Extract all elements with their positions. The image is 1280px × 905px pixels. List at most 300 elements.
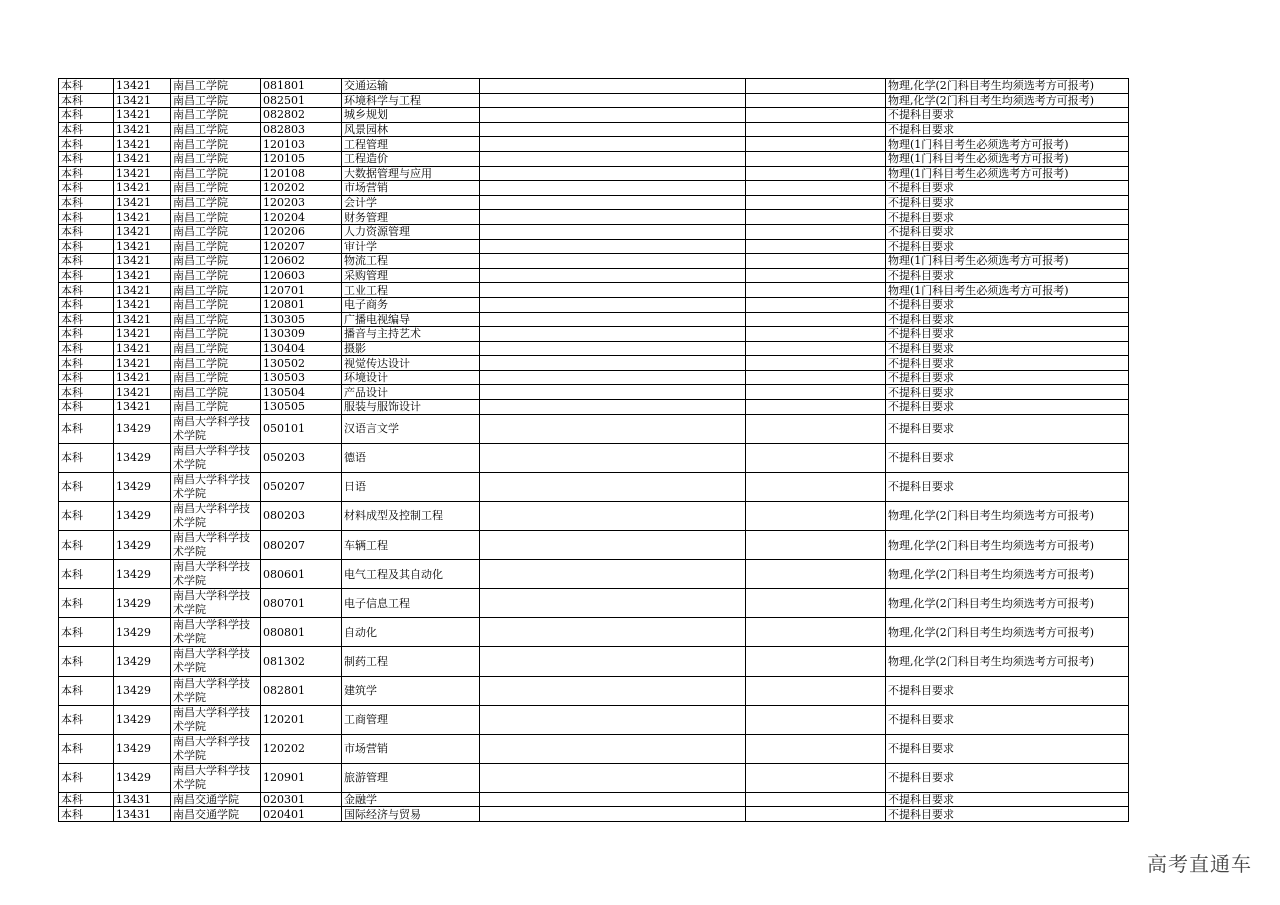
cell-level: 本科 [59,763,114,792]
cell-school-name: 南昌大学科学技术学院 [171,618,261,647]
cell-major-code: 050203 [261,443,342,472]
cell-school-name: 南昌交通学院 [171,792,261,807]
table-row [59,254,1129,269]
cell-major-name: 大数据管理与应用 [342,166,480,181]
cell-school-name: 南昌大学科学技术学院 [171,589,261,618]
cell-school-code: 13429 [114,676,171,705]
cell-subject-requirement: 不提科目要求 [886,327,1129,342]
cell-blank-1 [480,414,746,443]
cell-subject-requirement: 物理,化学(2门科目考生均须选考方可报考) [886,531,1129,560]
cell-subject-requirement: 不提科目要求 [886,210,1129,225]
cell-school-code: 13429 [114,414,171,443]
table-row [59,108,1129,123]
cell-major-name: 工程管理 [342,137,480,152]
cell-blank-2 [746,341,886,356]
table-row [59,472,1129,501]
cell-major-name: 材料成型及控制工程 [342,501,480,530]
cell-blank-2 [746,501,886,530]
cell-major-name: 国际经济与贸易 [342,807,480,822]
cell-subject-requirement: 不提科目要求 [886,734,1129,763]
cell-major-name: 电气工程及其自动化 [342,560,480,589]
table-row [59,312,1129,327]
cell-level: 本科 [59,327,114,342]
admission-requirements-table [58,78,1129,822]
cell-major-name: 采购管理 [342,268,480,283]
cell-school-name: 南昌交通学院 [171,807,261,822]
cell-major-code: 130504 [261,385,342,400]
cell-school-name: 南昌大学科学技术学院 [171,560,261,589]
cell-major-code: 120203 [261,195,342,210]
cell-school-code: 13429 [114,443,171,472]
cell-blank-1 [480,647,746,676]
cell-blank-1 [480,618,746,647]
cell-major-code: 080203 [261,501,342,530]
cell-blank-1 [480,589,746,618]
cell-major-code: 082801 [261,676,342,705]
cell-school-code: 13421 [114,210,171,225]
cell-major-code: 080207 [261,531,342,560]
table-row [59,239,1129,254]
table-row [59,414,1129,443]
cell-school-code: 13421 [114,254,171,269]
cell-blank-2 [746,370,886,385]
cell-level: 本科 [59,676,114,705]
cell-school-code: 13429 [114,647,171,676]
cell-blank-2 [746,472,886,501]
cell-school-code: 13429 [114,618,171,647]
cell-blank-1 [480,356,746,371]
cell-major-code: 120206 [261,224,342,239]
cell-major-code: 080601 [261,560,342,589]
cell-subject-requirement: 不提科目要求 [886,676,1129,705]
cell-subject-requirement: 不提科目要求 [886,472,1129,501]
cell-blank-1 [480,93,746,108]
cell-blank-2 [746,400,886,415]
table-row [59,151,1129,166]
cell-major-code: 120105 [261,151,342,166]
cell-school-code: 13431 [114,807,171,822]
cell-major-code: 120108 [261,166,342,181]
table-row [59,79,1129,94]
cell-major-code: 082803 [261,122,342,137]
cell-level: 本科 [59,356,114,371]
cell-school-name: 南昌大学科学技术学院 [171,734,261,763]
cell-school-name: 南昌工学院 [171,327,261,342]
cell-school-name: 南昌工学院 [171,137,261,152]
table-row [59,166,1129,181]
cell-level: 本科 [59,79,114,94]
cell-subject-requirement: 不提科目要求 [886,807,1129,822]
table-row [59,443,1129,472]
cell-blank-2 [746,181,886,196]
cell-blank-2 [746,618,886,647]
cell-blank-2 [746,254,886,269]
cell-subject-requirement: 物理,化学(2门科目考生均须选考方可报考) [886,93,1129,108]
cell-school-name: 南昌工学院 [171,268,261,283]
cell-blank-2 [746,807,886,822]
cell-blank-2 [746,297,886,312]
cell-level: 本科 [59,108,114,123]
cell-school-name: 南昌大学科学技术学院 [171,676,261,705]
cell-subject-requirement: 物理,化学(2门科目考生均须选考方可报考) [886,79,1129,94]
cell-blank-1 [480,792,746,807]
cell-blank-1 [480,734,746,763]
cell-major-name: 车辆工程 [342,531,480,560]
cell-level: 本科 [59,181,114,196]
cell-school-name: 南昌工学院 [171,283,261,298]
table-row [59,283,1129,298]
cell-level: 本科 [59,705,114,734]
cell-subject-requirement: 物理,化学(2门科目考生均须选考方可报考) [886,560,1129,589]
cell-major-name: 自动化 [342,618,480,647]
cell-blank-1 [480,297,746,312]
cell-major-name: 市场营销 [342,181,480,196]
cell-major-name: 会计学 [342,195,480,210]
table-row [59,224,1129,239]
cell-major-name: 人力资源管理 [342,224,480,239]
cell-school-code: 13429 [114,589,171,618]
cell-level: 本科 [59,166,114,181]
table-row [59,807,1129,822]
cell-major-code: 130309 [261,327,342,342]
cell-major-code: 020301 [261,792,342,807]
cell-school-name: 南昌大学科学技术学院 [171,501,261,530]
cell-school-name: 南昌大学科学技术学院 [171,472,261,501]
cell-blank-2 [746,108,886,123]
table-row [59,297,1129,312]
cell-school-code: 13421 [114,239,171,254]
cell-school-code: 13421 [114,400,171,415]
cell-school-code: 13421 [114,327,171,342]
table-row [59,501,1129,530]
cell-subject-requirement: 物理(1门科目考生必须选考方可报考) [886,137,1129,152]
cell-level: 本科 [59,312,114,327]
cell-school-name: 南昌工学院 [171,151,261,166]
cell-blank-2 [746,327,886,342]
cell-school-name: 南昌大学科学技术学院 [171,763,261,792]
cell-school-code: 13429 [114,705,171,734]
cell-blank-2 [746,443,886,472]
cell-subject-requirement: 不提科目要求 [886,443,1129,472]
cell-blank-1 [480,763,746,792]
cell-major-code: 120602 [261,254,342,269]
cell-subject-requirement: 不提科目要求 [886,414,1129,443]
cell-major-code: 120901 [261,763,342,792]
cell-blank-2 [746,268,886,283]
cell-subject-requirement: 物理,化学(2门科目考生均须选考方可报考) [886,618,1129,647]
cell-major-name: 工商管理 [342,705,480,734]
cell-school-code: 13421 [114,108,171,123]
cell-blank-2 [746,195,886,210]
cell-school-code: 13429 [114,560,171,589]
cell-blank-1 [480,385,746,400]
cell-subject-requirement: 不提科目要求 [886,356,1129,371]
cell-major-name: 金融学 [342,792,480,807]
cell-major-name: 审计学 [342,239,480,254]
cell-subject-requirement: 不提科目要求 [886,400,1129,415]
cell-major-code: 130502 [261,356,342,371]
cell-blank-1 [480,108,746,123]
cell-major-code: 080701 [261,589,342,618]
cell-major-code: 130404 [261,341,342,356]
cell-major-code: 120202 [261,181,342,196]
table-row [59,268,1129,283]
cell-major-code: 120801 [261,297,342,312]
cell-blank-1 [480,676,746,705]
cell-level: 本科 [59,195,114,210]
cell-subject-requirement: 不提科目要求 [886,312,1129,327]
cell-school-code: 13421 [114,166,171,181]
cell-blank-2 [746,560,886,589]
cell-major-name: 摄影 [342,341,480,356]
cell-major-name: 财务管理 [342,210,480,225]
cell-blank-2 [746,166,886,181]
cell-school-code: 13421 [114,341,171,356]
cell-level: 本科 [59,239,114,254]
cell-blank-1 [480,254,746,269]
cell-level: 本科 [59,268,114,283]
cell-blank-1 [480,195,746,210]
cell-major-name: 产品设计 [342,385,480,400]
cell-blank-1 [480,807,746,822]
cell-school-code: 13429 [114,501,171,530]
cell-major-name: 环境科学与工程 [342,93,480,108]
cell-blank-2 [746,385,886,400]
table-row [59,400,1129,415]
table-row [59,531,1129,560]
cell-major-name: 电子信息工程 [342,589,480,618]
cell-level: 本科 [59,501,114,530]
cell-blank-2 [746,705,886,734]
table-row [59,618,1129,647]
cell-blank-1 [480,531,746,560]
cell-level: 本科 [59,531,114,560]
cell-major-code: 082501 [261,93,342,108]
table-row [59,792,1129,807]
cell-blank-2 [746,676,886,705]
cell-subject-requirement: 不提科目要求 [886,370,1129,385]
cell-school-name: 南昌工学院 [171,239,261,254]
table-row [59,93,1129,108]
cell-school-name: 南昌大学科学技术学院 [171,443,261,472]
cell-blank-1 [480,341,746,356]
table-row [59,122,1129,137]
cell-school-code: 13429 [114,763,171,792]
cell-school-name: 南昌工学院 [171,108,261,123]
cell-major-name: 视觉传达设计 [342,356,480,371]
cell-major-code: 120202 [261,734,342,763]
cell-blank-1 [480,268,746,283]
cell-major-name: 广播电视编导 [342,312,480,327]
cell-school-code: 13421 [114,79,171,94]
cell-level: 本科 [59,122,114,137]
cell-school-code: 13429 [114,472,171,501]
cell-level: 本科 [59,807,114,822]
cell-major-name: 城乡规划 [342,108,480,123]
watermark-text: 高考直通车 [1147,852,1252,876]
cell-subject-requirement: 不提科目要求 [886,122,1129,137]
cell-subject-requirement: 不提科目要求 [886,224,1129,239]
cell-major-name: 交通运输 [342,79,480,94]
cell-major-name: 建筑学 [342,676,480,705]
cell-blank-2 [746,312,886,327]
cell-school-name: 南昌工学院 [171,341,261,356]
cell-school-name: 南昌工学院 [171,93,261,108]
cell-level: 本科 [59,385,114,400]
cell-subject-requirement: 不提科目要求 [886,195,1129,210]
cell-blank-2 [746,589,886,618]
table-row [59,327,1129,342]
table-row [59,181,1129,196]
cell-school-name: 南昌工学院 [171,385,261,400]
cell-blank-1 [480,400,746,415]
cell-subject-requirement: 物理,化学(2门科目考生均须选考方可报考) [886,501,1129,530]
cell-blank-2 [746,151,886,166]
cell-level: 本科 [59,618,114,647]
cell-subject-requirement: 不提科目要求 [886,705,1129,734]
cell-blank-1 [480,166,746,181]
table-row [59,734,1129,763]
cell-major-code: 050101 [261,414,342,443]
cell-level: 本科 [59,647,114,676]
cell-school-name: 南昌工学院 [171,254,261,269]
cell-school-code: 13421 [114,195,171,210]
cell-level: 本科 [59,734,114,763]
cell-subject-requirement: 不提科目要求 [886,268,1129,283]
cell-blank-1 [480,151,746,166]
cell-blank-1 [480,560,746,589]
cell-school-name: 南昌工学院 [171,400,261,415]
cell-major-code: 081302 [261,647,342,676]
cell-subject-requirement: 物理(1门科目考生必须选考方可报考) [886,151,1129,166]
cell-level: 本科 [59,589,114,618]
cell-major-name: 旅游管理 [342,763,480,792]
cell-major-code: 120701 [261,283,342,298]
cell-blank-2 [746,239,886,254]
cell-school-code: 13421 [114,93,171,108]
table-row [59,137,1129,152]
table-body [59,79,1129,822]
cell-blank-1 [480,327,746,342]
cell-blank-2 [746,79,886,94]
table-row [59,763,1129,792]
cell-blank-1 [480,370,746,385]
cell-level: 本科 [59,254,114,269]
cell-major-name: 电子商务 [342,297,480,312]
cell-school-name: 南昌工学院 [171,181,261,196]
cell-blank-2 [746,122,886,137]
cell-major-code: 130503 [261,370,342,385]
cell-blank-2 [746,224,886,239]
cell-school-name: 南昌工学院 [171,297,261,312]
cell-blank-2 [746,210,886,225]
cell-school-name: 南昌工学院 [171,370,261,385]
table-row [59,370,1129,385]
cell-major-code: 020401 [261,807,342,822]
cell-major-code: 120603 [261,268,342,283]
table-row [59,589,1129,618]
cell-school-code: 13421 [114,370,171,385]
cell-school-name: 南昌工学院 [171,79,261,94]
cell-major-name: 制药工程 [342,647,480,676]
cell-level: 本科 [59,151,114,166]
cell-major-name: 物流工程 [342,254,480,269]
cell-major-code: 120201 [261,705,342,734]
cell-subject-requirement: 物理,化学(2门科目考生均须选考方可报考) [886,647,1129,676]
table-row [59,705,1129,734]
cell-school-code: 13421 [114,151,171,166]
cell-blank-1 [480,122,746,137]
cell-level: 本科 [59,560,114,589]
cell-major-name: 工业工程 [342,283,480,298]
cell-school-name: 南昌大学科学技术学院 [171,647,261,676]
cell-subject-requirement: 不提科目要求 [886,297,1129,312]
cell-level: 本科 [59,93,114,108]
cell-school-name: 南昌工学院 [171,356,261,371]
cell-blank-1 [480,472,746,501]
cell-major-code: 120103 [261,137,342,152]
cell-school-name: 南昌工学院 [171,195,261,210]
cell-major-code: 081801 [261,79,342,94]
cell-subject-requirement: 不提科目要求 [886,341,1129,356]
cell-blank-1 [480,283,746,298]
cell-blank-1 [480,79,746,94]
cell-school-code: 13421 [114,268,171,283]
cell-blank-1 [480,210,746,225]
cell-subject-requirement: 不提科目要求 [886,181,1129,196]
cell-blank-1 [480,501,746,530]
table-row [59,647,1129,676]
cell-major-name: 德语 [342,443,480,472]
cell-blank-2 [746,763,886,792]
cell-school-name: 南昌工学院 [171,312,261,327]
cell-blank-2 [746,137,886,152]
cell-school-name: 南昌工学院 [171,122,261,137]
cell-school-code: 13431 [114,792,171,807]
cell-school-code: 13421 [114,224,171,239]
cell-level: 本科 [59,792,114,807]
table-row [59,560,1129,589]
cell-school-code: 13421 [114,385,171,400]
cell-subject-requirement: 物理(1门科目考生必须选考方可报考) [886,283,1129,298]
cell-blank-2 [746,792,886,807]
cell-blank-2 [746,356,886,371]
cell-school-code: 13421 [114,297,171,312]
cell-subject-requirement: 不提科目要求 [886,239,1129,254]
cell-school-code: 13421 [114,283,171,298]
cell-level: 本科 [59,400,114,415]
cell-school-name: 南昌大学科学技术学院 [171,531,261,560]
cell-major-code: 120204 [261,210,342,225]
cell-blank-2 [746,93,886,108]
table-row [59,356,1129,371]
table-row [59,341,1129,356]
table-row [59,195,1129,210]
cell-school-name: 南昌工学院 [171,166,261,181]
cell-major-name: 市场营销 [342,734,480,763]
cell-major-name: 播音与主持艺术 [342,327,480,342]
cell-subject-requirement: 不提科目要求 [886,385,1129,400]
table-row [59,210,1129,225]
cell-subject-requirement: 不提科目要求 [886,763,1129,792]
cell-level: 本科 [59,137,114,152]
cell-school-name: 南昌工学院 [171,210,261,225]
cell-subject-requirement: 物理(1门科目考生必须选考方可报考) [886,166,1129,181]
cell-school-code: 13421 [114,137,171,152]
table-row [59,676,1129,705]
cell-blank-2 [746,531,886,560]
cell-blank-1 [480,239,746,254]
